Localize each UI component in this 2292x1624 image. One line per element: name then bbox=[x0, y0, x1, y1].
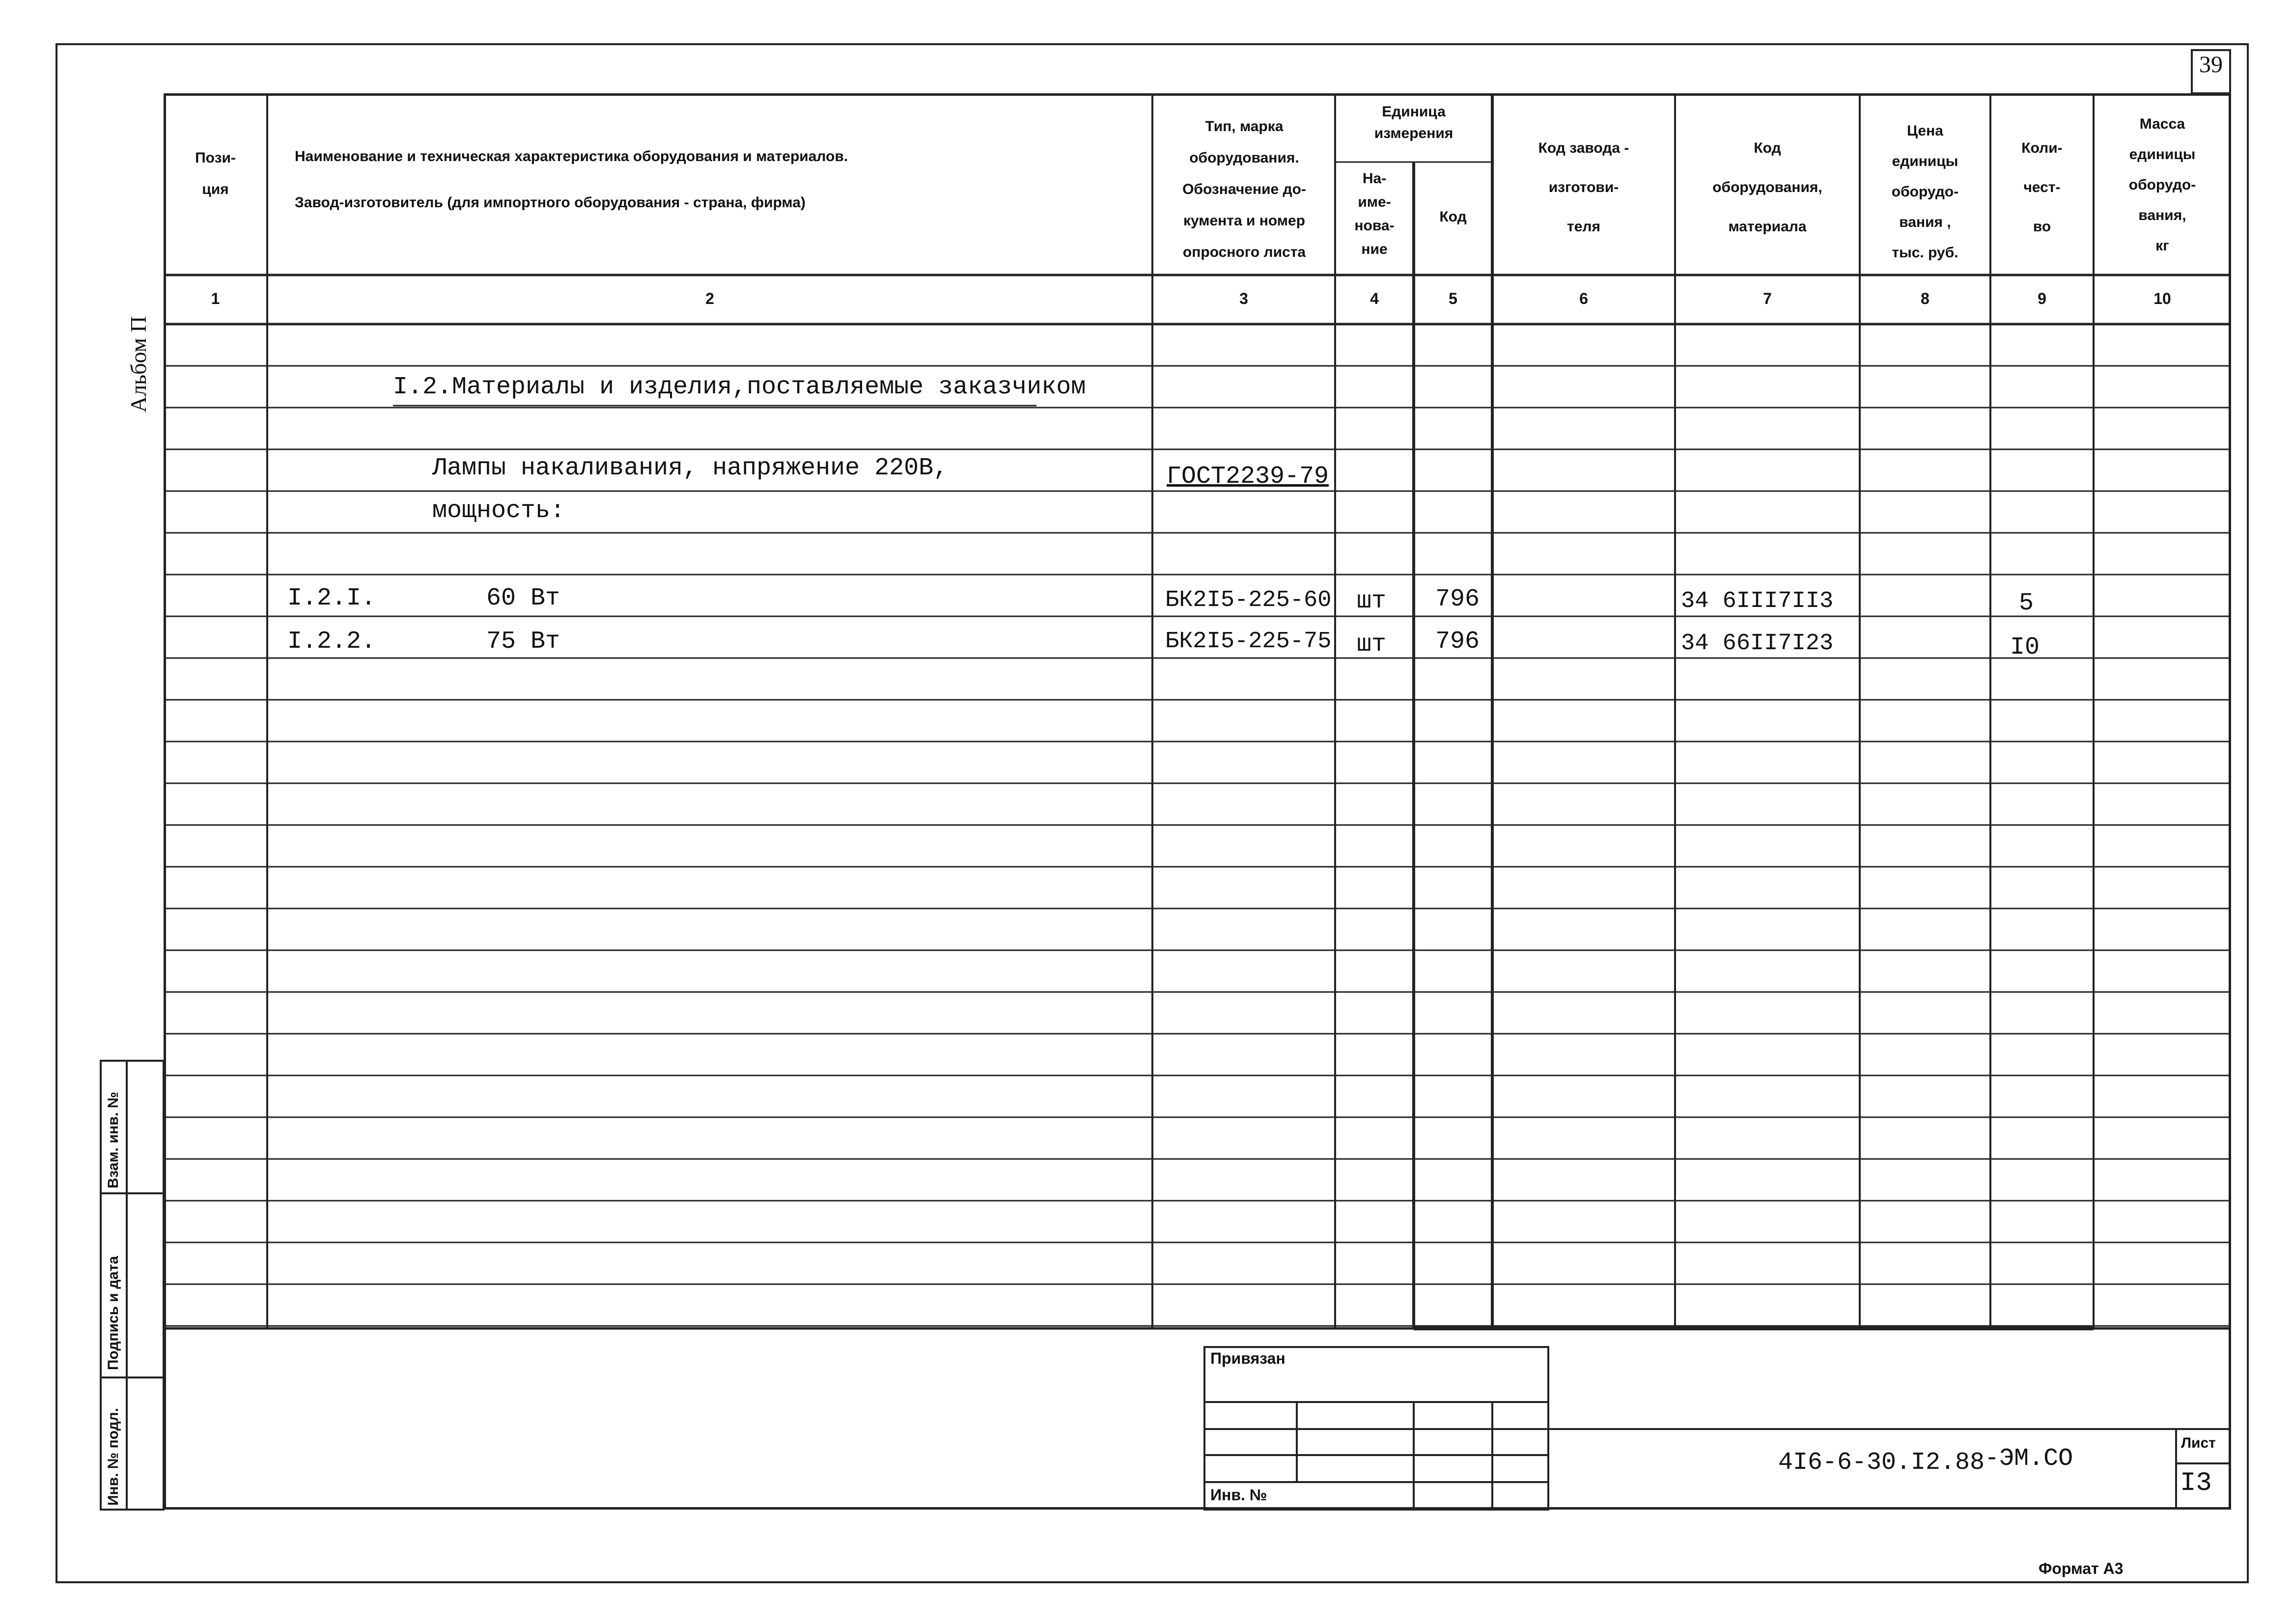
document-code bbox=[1778, 1445, 2073, 1477]
row-type: БК2I5-225-75 bbox=[1165, 629, 1332, 655]
section-title: I.2.Материалы и изделия,поставляемые заказчиком bbox=[393, 373, 1086, 401]
col3-header: Тип, марка оборудования. Обозначение до- кумента и номер опросного листа bbox=[1182, 118, 1306, 260]
sheet-label: Лист bbox=[2181, 1435, 2216, 1451]
row-position: I.2.2. bbox=[287, 628, 376, 656]
row-unit: шт bbox=[1357, 587, 1387, 615]
col-number: 7 bbox=[1763, 290, 1772, 307]
item-group-standard: ГОСТ2239-79 bbox=[1167, 463, 1329, 491]
col-number: 4 bbox=[1370, 290, 1379, 307]
col-number: 9 bbox=[2038, 290, 2046, 307]
col6-header: Код завода - изготови- теля bbox=[1538, 140, 1629, 235]
format-label: Формат А3 bbox=[2039, 1560, 2124, 1577]
col-number: 10 bbox=[2153, 290, 2171, 307]
col8-header: Цена единицы оборудо- вания , тыс. руб. bbox=[1891, 123, 1959, 261]
document-code-main: 4I6-6-30.I2.88 bbox=[1778, 1449, 1985, 1477]
document-code-suffix: -ЭМ.СО bbox=[1985, 1445, 2073, 1473]
col-number: 8 bbox=[1921, 290, 1929, 307]
col-number: 6 bbox=[1579, 290, 1588, 307]
row-name: 60 Вт bbox=[486, 584, 560, 612]
row-unit: шт bbox=[1357, 631, 1387, 659]
sheet-corner-number: 39 bbox=[2199, 52, 2223, 78]
stamp-original-inventory: Инв. № подл. bbox=[105, 1407, 121, 1506]
col-number: 5 bbox=[1449, 290, 1457, 307]
row-type: БК2I5-225-60 bbox=[1165, 587, 1332, 613]
row-unit-code: 796 bbox=[1435, 628, 1480, 656]
col5-header: Код bbox=[1439, 209, 1467, 225]
row-material-code: 34 66II7I23 bbox=[1681, 631, 1834, 657]
col7-header: Код оборудования, материала bbox=[1712, 140, 1822, 235]
col4-header: На- име- нова- ние bbox=[1354, 170, 1395, 257]
inventory-label: Инв. № bbox=[1210, 1486, 1267, 1504]
item-group-line1: Лампы накаливания, напряжение 220В, bbox=[432, 454, 949, 482]
row-quantity: 5 bbox=[2019, 589, 2034, 617]
item-group-line2: мощность: bbox=[432, 497, 565, 525]
row-unit-code: 796 bbox=[1435, 585, 1480, 613]
unit-group-header: Единица измерения bbox=[1374, 104, 1453, 141]
row-quantity: I0 bbox=[2010, 633, 2040, 661]
row-name: 75 Вт bbox=[486, 628, 560, 656]
album-label: Альбом П bbox=[126, 316, 151, 413]
col9-header: Коли- чест- во bbox=[2021, 140, 2063, 235]
col2-header: Наименование и техническая характеристика оборудования и материалов. Завод-изготовитель (для импортного оборудования - страна, фирма) bbox=[295, 148, 848, 211]
stamp-replacement-inventory: Взам. инв. № bbox=[105, 1092, 121, 1188]
sheet-number: I3 bbox=[2180, 1468, 2212, 1498]
row-material-code: 34 6III7II3 bbox=[1681, 588, 1834, 614]
row-position: I.2.I. bbox=[287, 584, 376, 612]
col-number: 1 bbox=[211, 290, 220, 307]
bound-label: Привязан bbox=[1210, 1349, 1286, 1367]
stamp-signature-date: Подпись и дата bbox=[105, 1256, 121, 1370]
col1-header: Пози- ция bbox=[195, 150, 236, 197]
col-number: 3 bbox=[1239, 290, 1248, 307]
col-number: 2 bbox=[705, 290, 714, 307]
col10-header: Масса единицы оборудо- вания, кг bbox=[2128, 116, 2196, 254]
